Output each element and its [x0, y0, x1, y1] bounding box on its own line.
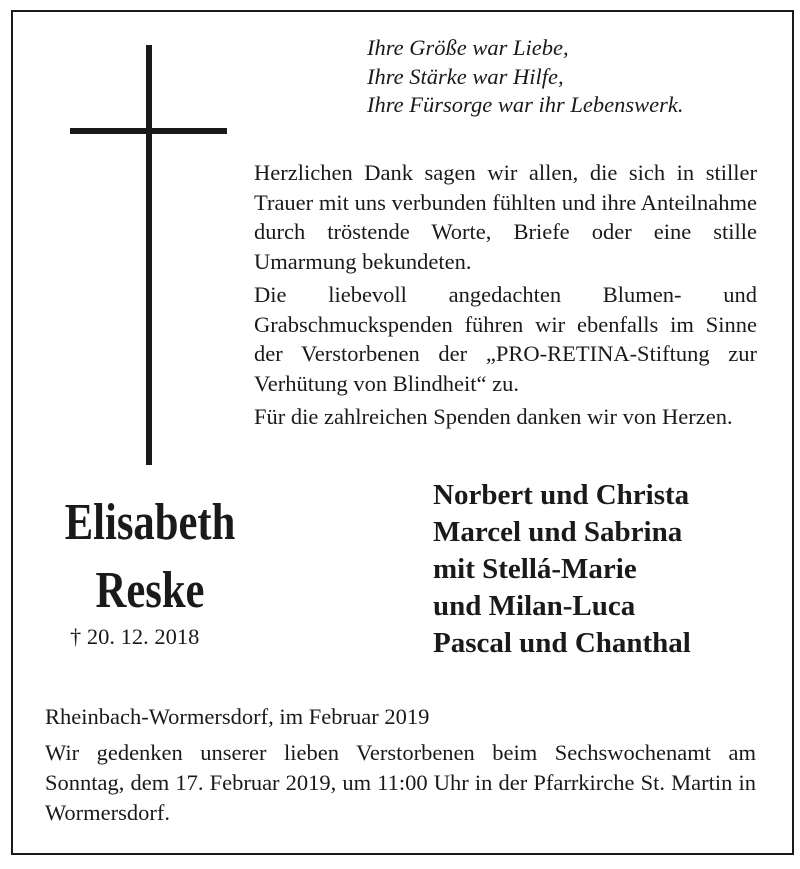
family-line: und Milan-Luca: [433, 590, 636, 622]
motto-line: Ihre Stärke war Hilfe,: [367, 63, 564, 89]
death-date: † 20. 12. 2018: [70, 624, 200, 649]
thanks-text: [254, 158, 757, 436]
family-line: Marcel und Sabrina: [433, 516, 683, 548]
thanks-paragraph: Die liebevoll angedachten Blumen- und Grabschmuckspenden führen wir ebenfalls im Sinne der Verstorbenen der „PRO-RETINA-Stiftung zur Verhütung von Blindheit“ zu.: [254, 282, 757, 396]
deceased-first-name: Elisabeth: [64, 494, 236, 551]
memorial-notice: Wir gedenken unserer lieben Verstorbenen beim Sechswochenamt am Sonntag, dem 17. Februar 2019, um 11:00 Uhr in der Pfarrkirche St. Martin in Wormersdorf.: [45, 740, 756, 825]
place-date: Rheinbach-Wormersdorf, im Februar 2019: [45, 704, 430, 729]
motto: [367, 34, 683, 120]
motto-line: Ihre Fürsorge war ihr Lebenswerk.: [367, 92, 684, 117]
cross-icon-vertical: [146, 45, 152, 465]
cross-icon-horizontal: [70, 128, 227, 134]
family-line: Pascal und Chanthal: [433, 627, 691, 659]
thanks-paragraph: Herzlichen Dank sagen wir allen, die sich in stiller Trauer mit uns verbunden fühlten und ihre Anteilnahme durch tröstende Worte, Briefe oder eine stille Umarmung bekundeten.: [254, 160, 757, 274]
deceased-last-name: Reske: [95, 562, 205, 619]
motto-line: Ihre Größe war Liebe,: [367, 35, 569, 60]
family-signature: [433, 477, 691, 662]
family-line: Norbert und Christa: [433, 479, 690, 511]
family-line: mit Stellá-Marie: [433, 553, 637, 585]
thanks-paragraph: Für die zahlreichen Spenden danken wir von Herzen.: [254, 404, 733, 429]
